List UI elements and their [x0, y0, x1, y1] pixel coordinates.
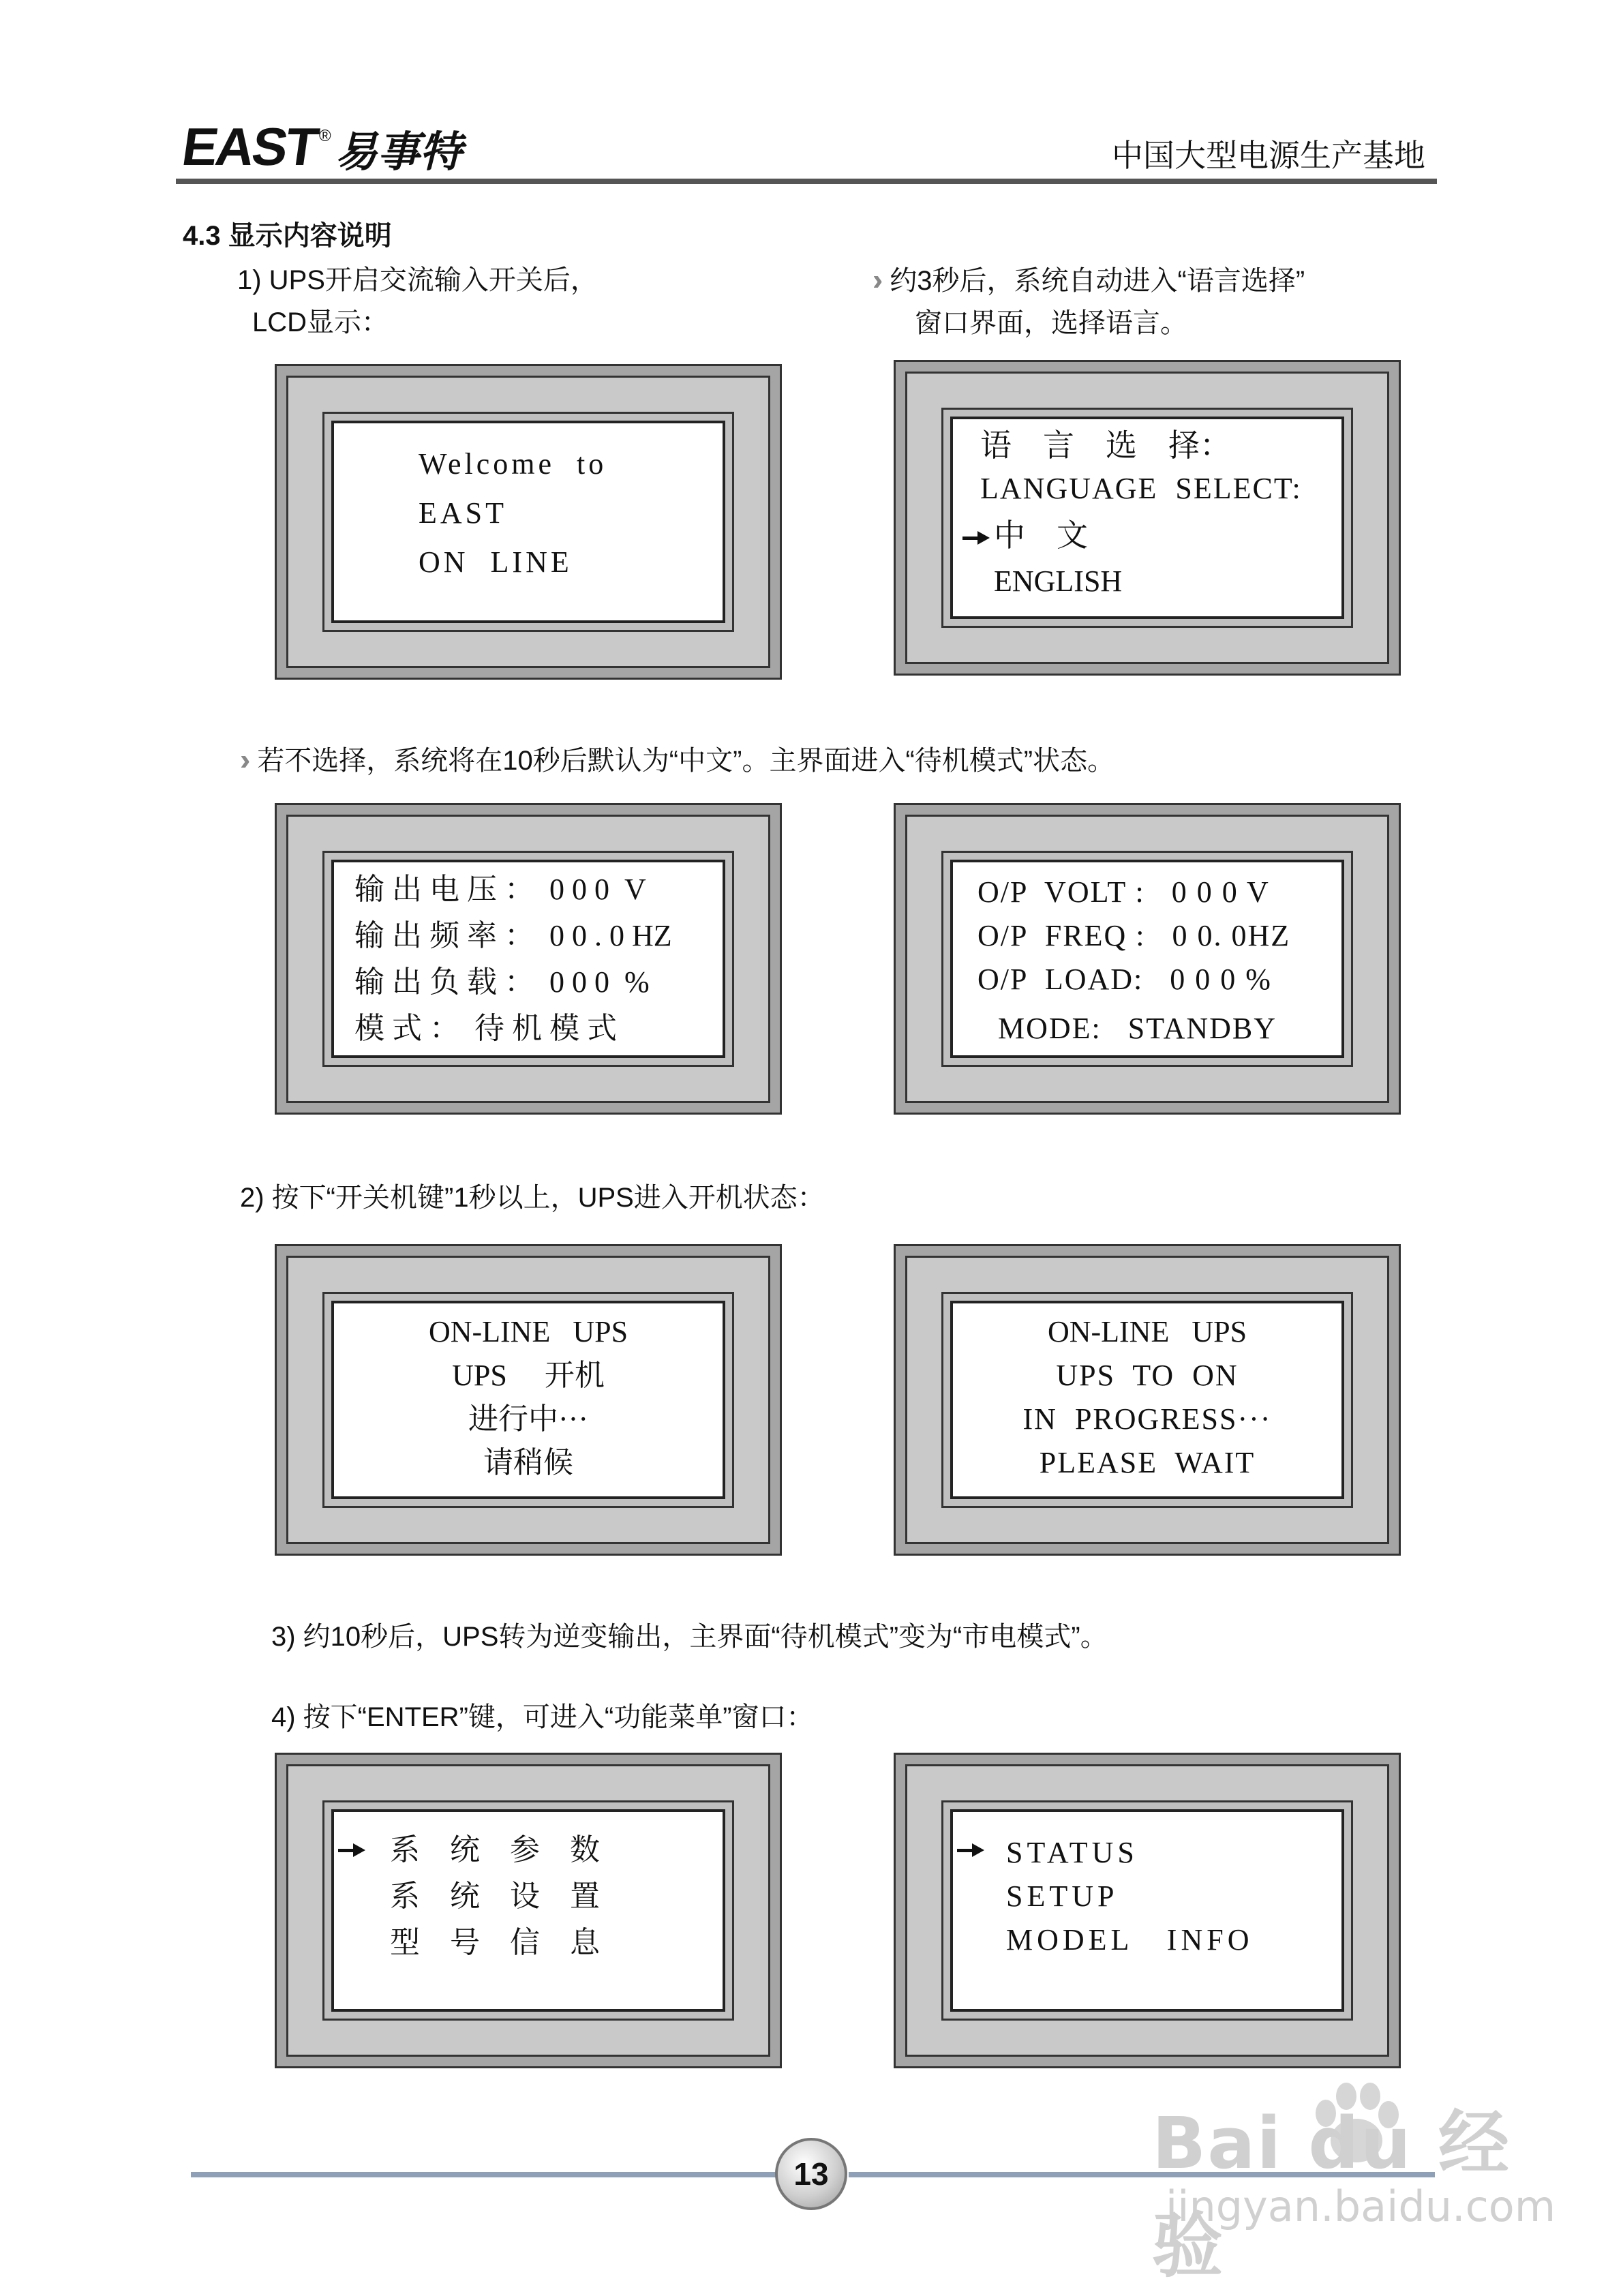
- lcd-screen-standby-cn: [331, 860, 725, 1058]
- lcd-panel-standby-cn: [275, 803, 782, 1115]
- lcd-panel-power-on-cn: [275, 1244, 782, 1556]
- note-default-language: [240, 739, 1114, 782]
- lcd-line: Welcome to: [419, 447, 607, 481]
- selection-arrow-icon: [338, 1843, 365, 1857]
- lcd-line: ON LINE: [419, 545, 573, 579]
- lcd-line: UPS TO ON: [1056, 1359, 1239, 1392]
- lcd-line: MODEL INFO: [1006, 1923, 1254, 1957]
- lcd-screen-power-on-cn: [331, 1301, 725, 1499]
- lcd-line: 系 统 参 数: [390, 1833, 600, 1867]
- watermark: [1152, 2072, 1556, 2287]
- header-divider: [176, 179, 1437, 184]
- note-language: [873, 259, 1305, 344]
- lcd-line: ON-LINE UPS: [1047, 1315, 1247, 1348]
- lcd-panel-language: [894, 360, 1401, 676]
- lcd-line: ENGLISH: [994, 564, 1123, 598]
- instruction-1: [237, 259, 598, 344]
- note-default-language-text: 若不选择，系统将在10秒后默认为“中文”。主界面进入“待机模式”状态。: [257, 746, 1115, 776]
- lcd-panel-standby-en: [894, 803, 1401, 1115]
- lcd-line: STATUS: [1006, 1836, 1138, 1869]
- lcd-panel-welcome: [275, 364, 782, 680]
- lcd-line: O/P LOAD: 0 0 0 %: [977, 963, 1272, 996]
- lcd-line: LANGUAGE SELECT:: [980, 472, 1302, 505]
- header-tagline: 中国大型电源生产基地: [1112, 138, 1425, 173]
- instruction-4: 4) 按下“ENTER”键，可进入“功能菜单”窗口：: [271, 1702, 814, 1732]
- lcd-screen-welcome: [331, 421, 725, 623]
- lcd-line: ON-LINE UPS: [428, 1315, 628, 1348]
- lcd-line: PLEASE WAIT: [1039, 1446, 1256, 1479]
- logo-registered-mark: ®: [319, 127, 331, 145]
- lcd-screen-language: [950, 417, 1344, 619]
- lcd-line: 系 统 设 置: [390, 1879, 600, 1913]
- lcd-line: 进行中···: [468, 1402, 588, 1436]
- footer-rule-left: [191, 2172, 777, 2177]
- logo-brand: EAST: [178, 117, 321, 177]
- lcd-screen-menu-en: [950, 1809, 1344, 2012]
- lcd-line: 模 式 ： 待 机 模 式: [354, 1012, 617, 1045]
- lcd-line: 中 文: [994, 518, 1088, 553]
- instruction-2: 2) 按下“开关机键”1秒以上，UPS进入开机状态：: [240, 1183, 825, 1213]
- lcd-panel-power-on-en: [894, 1244, 1401, 1556]
- brand-logo: [178, 117, 462, 177]
- lcd-line: IN PROGRESS···: [1022, 1402, 1272, 1436]
- lcd-line: 输 出 电 压 ： 0 0 0 V: [354, 873, 646, 906]
- lcd-screen-standby-en: [950, 860, 1344, 1058]
- watermark-brand: Bai du 经验: [1152, 2102, 1511, 2287]
- lcd-line: EAST: [419, 496, 507, 530]
- lcd-line: 请稍候: [483, 1446, 573, 1479]
- lcd-line: O/P FREQ : 0 0. 0HZ: [977, 919, 1291, 952]
- note-language-line-1: 约3秒后，系统自动进入“语言选择”: [890, 266, 1305, 296]
- note-language-line-2: 窗口界面，选择语言。: [915, 308, 1187, 338]
- lcd-line: 语 言 选 择：: [980, 428, 1231, 463]
- page-number: 13: [775, 2138, 847, 2210]
- lcd-screen-power-on-en: [950, 1301, 1344, 1499]
- instruction-1-line-1: 1) UPS开启交流输入开关后，: [237, 265, 598, 295]
- section-title: 4.3 显示内容说明: [183, 221, 392, 251]
- lcd-line: MODE: STANDBY: [998, 1012, 1277, 1045]
- watermark-url: jingyan.baidu.com: [1166, 2181, 1556, 2231]
- lcd-line: 型 号 信 息: [390, 1926, 600, 1959]
- lcd-panel-menu-en: [894, 1753, 1401, 2068]
- lcd-line: SETUP: [1006, 1879, 1119, 1913]
- selection-arrow-icon: [962, 531, 990, 545]
- lcd-line: 输 出 频 率 ： 0 0 . 0 HZ: [354, 919, 672, 952]
- lcd-line: 输 出 负 载 ： 0 0 0 %: [354, 965, 650, 999]
- double-chevron-icon: ››: [873, 263, 874, 297]
- instruction-3: 3) 约10秒后，UPS转为逆变输出，主界面“待机模式”变为“市电模式”。: [271, 1622, 1108, 1652]
- lcd-panel-menu-cn: [275, 1753, 782, 2068]
- lcd-line: UPS 开机: [452, 1359, 605, 1392]
- lcd-line: O/P VOLT : 0 0 0 V: [977, 875, 1270, 909]
- lcd-screen-menu-cn: [331, 1809, 725, 2012]
- double-chevron-icon: ››: [240, 743, 241, 776]
- selection-arrow-icon: [957, 1843, 984, 1857]
- instruction-1-line-2: LCD显示：: [252, 307, 389, 337]
- logo-chinese-name: 易事特: [335, 127, 462, 177]
